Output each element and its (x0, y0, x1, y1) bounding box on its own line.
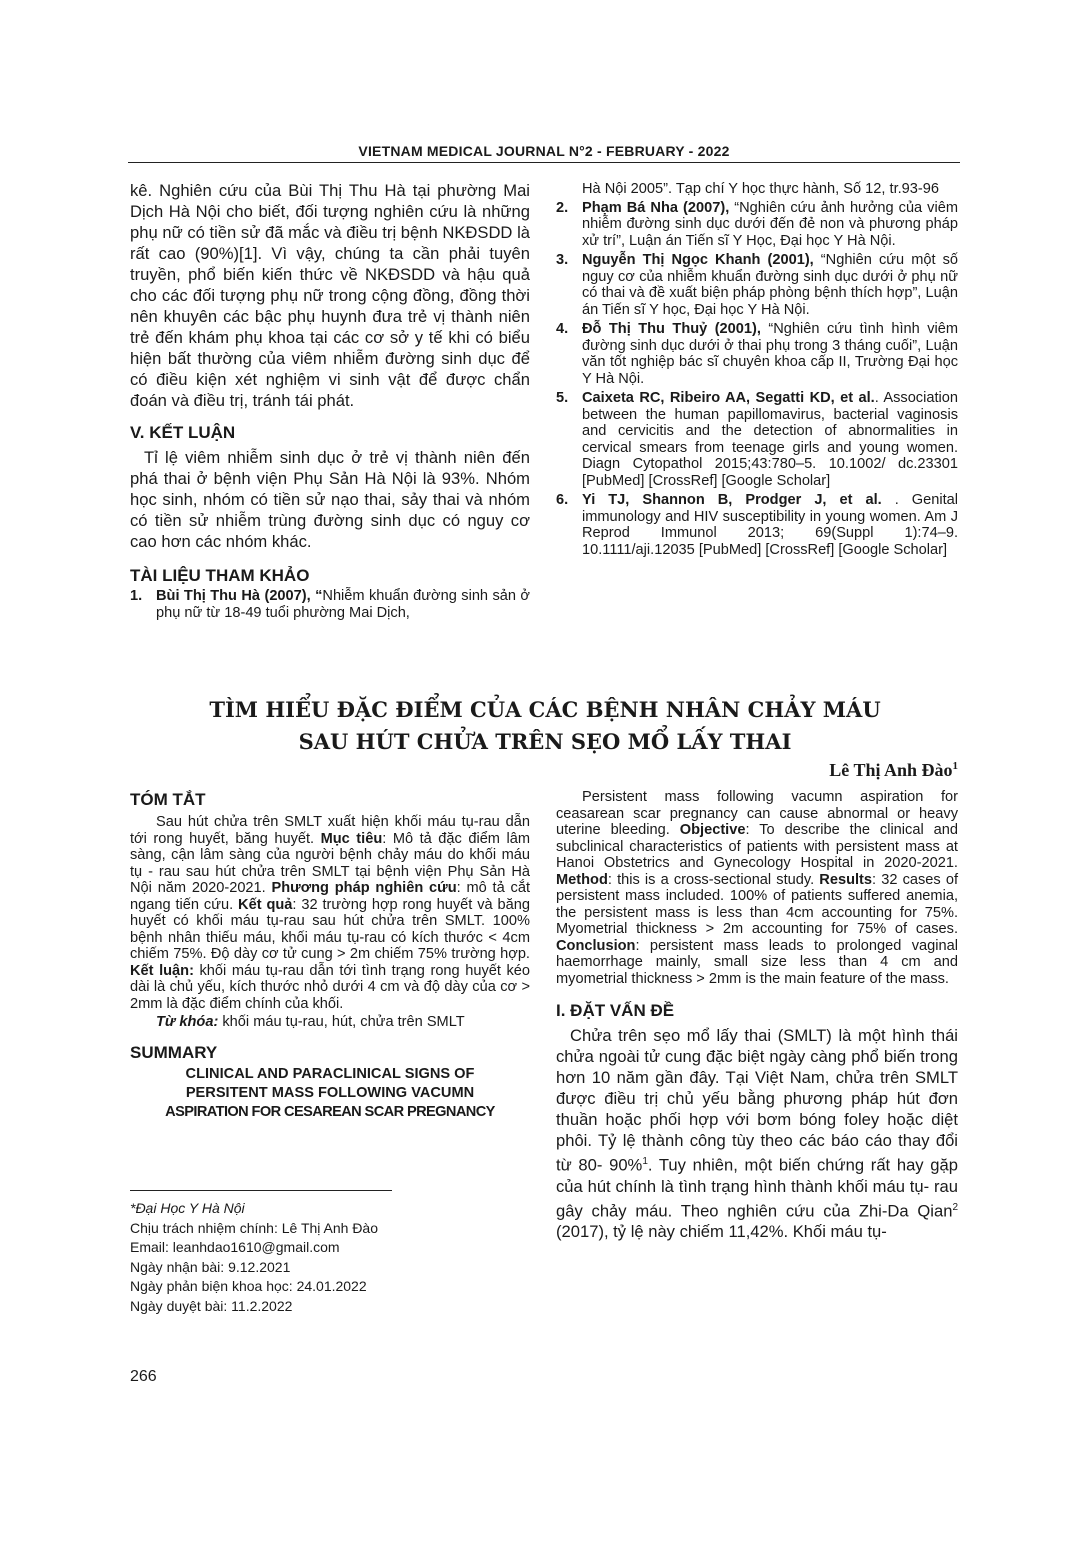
results-label: Results (819, 871, 873, 888)
conclusion-text: : persistent mass leads to prolonged vaginal haemorrhage mainly, small size less than 4 cm and myometrial thickness > 2mm is the main feature of the mass. (556, 937, 958, 987)
summary-text (556, 789, 958, 987)
reference-3 (556, 252, 958, 318)
conclusion-heading: V. KẾT LUẬN (130, 423, 236, 442)
reference-number: 1. (130, 588, 143, 604)
summary-heading: SUMMARY (130, 1042, 218, 1062)
reference-number: 2. (556, 199, 569, 216)
intro-text-part-3: (2017), tỷ lệ này chiếm 11,42%. Khối máu tụ- (556, 1222, 887, 1242)
reference-author: Yi TJ, Shannon B, Prodger J, et al. (582, 492, 882, 508)
left-column-top (130, 180, 530, 624)
objective-label: Objective (679, 822, 746, 838)
reference-1-continued: Hà Nội 2005”. Tạp chí Y học thực hành, Số 12, tr.93-96 (582, 181, 940, 197)
footnote-approved: Ngày duyệt bài: 11.2.2022 (130, 1297, 293, 1314)
reference-author: Đỗ Thị Thu Thuỷ (2001), (582, 321, 761, 337)
summary-title-line-3: ASPIRATION FOR CESAREAN SCAR PREGNANCY (165, 1103, 495, 1120)
reference-1 (130, 588, 530, 621)
keywords (130, 1014, 530, 1031)
reference-5 (556, 390, 958, 489)
footnotes (130, 1199, 378, 1316)
reference-number: 6. (556, 492, 569, 508)
reference-author: Caixeta RC, Ribeiro AA, Segatti KD, et al. (582, 390, 875, 406)
right-column-references (556, 181, 958, 561)
method-text: : this is a cross-sectional study. (607, 871, 815, 888)
abstract-vi-text (130, 814, 530, 1012)
reference-text: “Nghiên cứu ảnh hưởng của viêm nhiễm đường sinh dục dưới đến đẻ non và phương pháp xử trí”, Luận án Tiến sĩ Y Học, Đại học Y Hà Nội. (582, 199, 958, 249)
reference-author: Bùi Thị Thu Hà (2007), “ (156, 588, 323, 604)
reference-author: Phạm Bá Nha (2007), (582, 199, 730, 216)
article-title-line-1: TÌM HIỂU ĐẶC ĐIỂM CỦA CÁC BỆNH NHÂN CHẢY MÁU (209, 697, 881, 722)
reference-number: 4. (556, 321, 569, 337)
footnote-reviewed: Ngày phản biện khoa học: 24.01.2022 (130, 1278, 367, 1294)
reference-number: 3. (556, 252, 569, 268)
discussion-paragraph: kê. Nghiên cứu của Bùi Thị Thu Hà tại phường Mai Dịch Hà Nội cho biết, đối tượng nghiên cứu là những phụ nữ có tiền sử đã mắc và điều trị bệnh NKĐSDD là rất cao (90%)[1]. Vì vậy, chúng ta cần phải tuyên truyền, phổ biến kiến thức về NKĐSDD và hậu quả cho các đối tượng phụ nữ trong cộng đồng, đồng thời nên khuyên các bậc phụ huynh đưa trẻ vị thành niên trẻ đến khám phụ khoa tại các cơ sở y tế khi có biểu hiện bất thường của viêm nhiễm đường sinh dục để có điều kiện xét nghiệm vi sinh vật để được chẩn đoán và điều trị, tránh tái phát. (130, 181, 530, 410)
author-name: Lê Thị Anh Đào (829, 760, 953, 780)
keywords-text: khối máu tụ-rau, hút, chửa trên SMLT (218, 1014, 465, 1030)
results-label: Kết quả (238, 896, 293, 913)
method-text: : mô tả cắt ngang tiến cứu. (130, 880, 530, 913)
references-heading: TÀI LIỆU THAM KHẢO (130, 566, 310, 585)
intro-text-part-2: . Tuy nhiên, một biến chứng rất hay gặp của hút chính là tình trạng hình thành khối máu tụ- rau gây chảy máu. Theo nghiên cứu của Zhi-Da Qian (556, 1155, 958, 1221)
objective-text: : To describe the clinical and subclinical characteristics of patients with persistent mass at Hanoi Obstetrics and Gynecology Hospital in 2020-2021. (556, 822, 958, 871)
article-title (130, 694, 960, 758)
conclusion-label: Conclusion (556, 937, 636, 954)
method-label: Method (556, 871, 608, 888)
reference-author: Nguyễn Thị Ngọc Khanh (2001), (582, 252, 814, 268)
summary-intro: Persistent mass following vacumn aspiration for ceasarean scar pregnancy can cause abnormal or heavy uterine bleeding. (556, 789, 958, 838)
conclusion-label: Kết luận: (130, 962, 194, 979)
method-label: Phương pháp nghiên cứu (271, 880, 457, 896)
conclusion-text: khối máu tụ-rau dẫn tới tình trạng rong huyết kéo dài là chủ yếu, kích thước nhỏ dưới 4 cm và độ dày của cơ > 2mm là đặc điểm chính của khối. (130, 962, 531, 1012)
reference-text: Nhiễm khuẩn đường sinh sản ở phụ nữ từ 18-49 tuổi phường Mai Dịch, (156, 588, 530, 621)
intro-text-part-1: Chửa trên sẹo mổ lấy thai (SMLT) là một hình thái chửa ngoài tử cung đặc biệt ngày càng phổ biến trong hơn 10 năm gần đây. Tại Việt Nam, chửa trên SMLT được điều trị chủ yếu bằng phương pháp hút đơn thuần hoặc phối hợp với bơm bóng foley hoặc diệt phôi. Tỷ lệ thành công tùy theo các báo cáo thay đổi từ 80- 90% (556, 1026, 958, 1175)
right-column-summary (556, 789, 958, 1242)
reference-6 (556, 492, 958, 558)
article-author (700, 760, 958, 781)
reference-number: 5. (556, 390, 569, 406)
results-text: : 32 trường hợp rong huyết và băng huyết có khối máu tụ-rau sau hút chửa trên SMLT. 100% bệnh nhân thiếu máu, khối máu tụ-rau có kích thước < 4cm chiếm 75%. Độ dày cơ tử cung > 2m chiếm 75% trường hợp. (130, 896, 531, 962)
keywords-label: Từ khóa: (156, 1014, 219, 1030)
abstract-intro: Sau hút chửa trên SMLT xuất hiện khối máu tụ-rau dẫn tới rong huyết, băng huyết. (130, 814, 530, 847)
reference-text: . Genital immunology and HIV susceptibility in young women. Am J Reprod Immunol 2013; 69(Suppl 1):74–9. 10.1111/aji.12035 [PubMed] [CrossRef] [Google Scholar] (582, 492, 959, 558)
reference-4 (556, 321, 958, 387)
reference-text: “Nghiên cứu tình hình viêm đường sinh dục dưới ở thai phụ trong 3 tháng cuối”, Luận văn tốt nghiệp bác sĩ chuyên khoa cấp II, Trường Đại học Y Hà Nội. (582, 321, 959, 387)
abstract-heading: TÓM TẮT (130, 790, 206, 809)
summary-title-line-2: PERSITENT MASS FOLLOWING VACUMN (185, 1084, 475, 1101)
author-affiliation-mark: 1 (952, 760, 958, 772)
footnote-rule (130, 1190, 392, 1191)
reference-text: . Association between the human papillomavirus, bacterial vaginosis and cervicitis and the detection of abnormalities in cervical smears from teenage girls and young women. Diagn Cytopathol 2015;43:780–5. 10.1002/ dc.23301 [PubMed] [CrossRef] [Google Scholar] (582, 390, 958, 489)
citation-2: 2 (952, 1201, 958, 1213)
left-column-abstract (130, 790, 530, 1122)
intro-text (556, 1025, 958, 1242)
journal-header: VIETNAM MEDICAL JOURNAL N°2 - FEBRUARY - 2022 (358, 143, 730, 159)
conclusion-text: Tỉ lệ viêm nhiễm sinh dục ở trẻ vị thành niên đến phá thai ở bệnh viện Phụ Sản Hà Nội là 93%. Nhóm học sinh, nhóm có tiền sử nạo thai, sảy thai và nhóm có tiền sử nhiễm trùng đường sinh dục có nguy cơ cao hơn các nhóm khác. (130, 448, 530, 551)
intro-heading: I. ĐẶT VẤN ĐỀ (556, 1001, 675, 1020)
citation-1: 1 (642, 1156, 648, 1167)
reference-2 (556, 200, 958, 250)
footnote-responsible: Chịu trách nhiệm chính: Lê Thị Anh Đào (130, 1219, 379, 1236)
footnote-received: Ngày nhận bài: 9.12.2021 (130, 1258, 291, 1275)
summary-title-line-1: CLINICAL AND PARACLINICAL SIGNS OF (185, 1065, 475, 1082)
summary-title (130, 1065, 530, 1122)
results-text: : 32 cases of persistent mass included. 100% of patients suffered anemia, the persistent mass is less than 4cm accounting for 75%. Myometrial thickness > 2m accounting for 75% of cases. (556, 871, 958, 937)
footnote-affiliation: *Đại Học Y Hà Nội (130, 1200, 245, 1216)
footnote-email: Email: leanhdao1610@gmail.com (130, 1239, 340, 1255)
objective-text: : Mô tả đặc điểm lâm sàng, cận lâm sàng của người bệnh chảy máu do khối máu tụ - rau sau hút chửa trên SMLT tại bệnh viện Phụ Sản Hà Nội năm 2020-2021. (130, 830, 530, 896)
header-rule (128, 162, 960, 163)
article-title-line-2: SAU HÚT CHỬA TRÊN SẸO MỔ LẤY THAI (298, 729, 792, 754)
page-number: 266 (130, 1368, 157, 1385)
reference-text: “Nghiên cứu một số nguy cơ của nhiễm khuẩn đường sinh dục dưới ở phụ nữ có thai và đề xuất biện pháp phòng bệnh thích hợp”, Luận án Tiến sĩ Y học, Đại học Y Hà Nội. (582, 252, 958, 318)
objective-label: Mục tiêu (320, 830, 383, 847)
